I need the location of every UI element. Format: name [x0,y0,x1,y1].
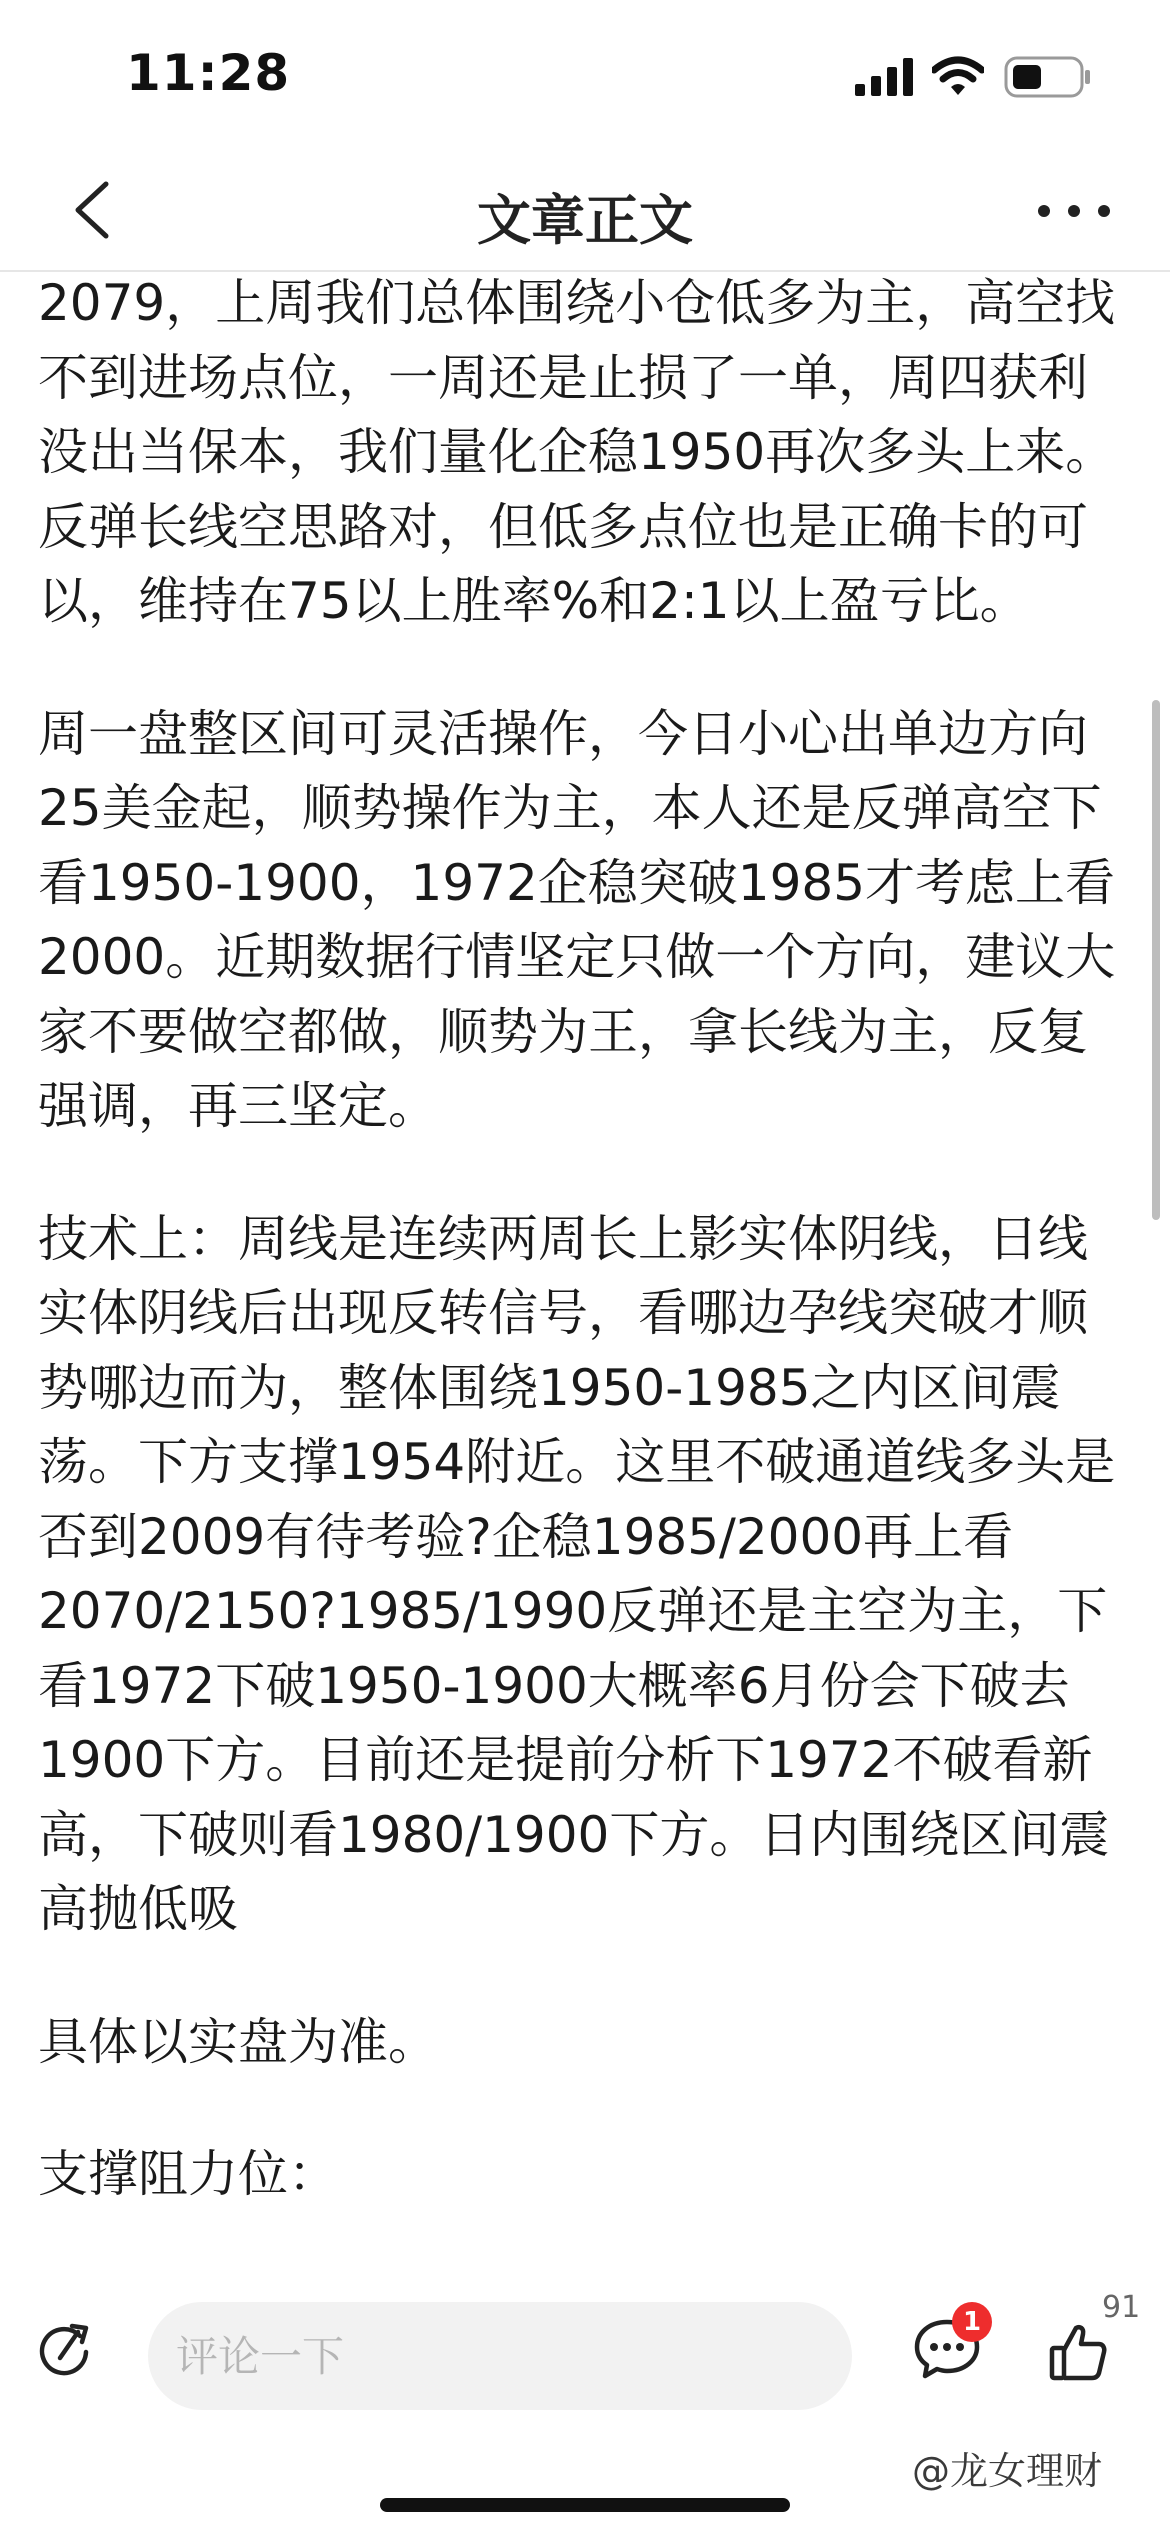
navigation-bar [0,150,1170,272]
scrollbar[interactable] [1152,700,1160,1220]
share-button[interactable] [36,2320,94,2378]
author-watermark: @龙女理财 [912,2449,1103,2493]
article-paragraph: 周一盘整区间可灵活操作，今日小心出单边方向25美金起，顺势操作为主，本人还是反弹高空下看1950-1900，1972企稳突破1985才考虑上看2000。近期数据行情坚定只做一个方向，建议大家不要做空都做，顺势为王，拿长线为主，反复强调，再三坚定。 [38,704,1116,1135]
cellular-signal-icon [855,58,915,96]
share-arrow-icon [42,2326,86,2373]
status-time: 11:28 [126,44,291,102]
article-paragraph: 技术上：周线是连续两周长上影实体阴线，日线实体阴线后出现反转信号，看哪边孕线突破才顺势哪边而为，整体围绕1950-1985之内区间震荡。下方支撑1954附近。这里不破通道线多头是否到2009有待考验?企稳1985/2000再上看2070/2150?1985/1990反弹还是主空为主，下看1972下破1950-1900大概率6月份会下破去1900下方。目前还是提前分析下1972不破看新高，下破则看1980/1900下方。日内围绕区间震高抛低吸 [38,1209,1116,1938]
comment-count-badge: 1 [952,2302,992,2342]
wifi-icon [932,56,984,96]
bottom-action-bar [0,2280,1170,2532]
more-options-button[interactable] [1034,186,1114,236]
ellipsis-icon [1038,205,1110,217]
comment-input[interactable] [148,2302,852,2410]
article-body [38,270,1128,2280]
battery-icon [1004,56,1092,98]
article-paragraph: 支撑阻力位： [38,2145,338,2203]
article-paragraph: 2079，上周我们总体围绕小仓低多为主，高空找不到进场点位，一周还是止损了一单，周四获利没出当保本，我们量化企稳1950再次多头上来。反弹长线空思路对，但低多点位也是正确卡的可以，维持在75以上胜率%和2:1以上盈亏比。 [38,274,1116,630]
status-bar [0,0,1170,150]
like-button[interactable] [1048,2322,1108,2382]
article-paragraph: 具体以实盘为准。 [38,2012,438,2071]
thumbs-up-icon [1052,2327,1104,2378]
like-count: 91 [1102,2290,1141,2325]
page-title: 文章正文 [477,189,693,252]
home-indicator[interactable] [380,2498,790,2512]
